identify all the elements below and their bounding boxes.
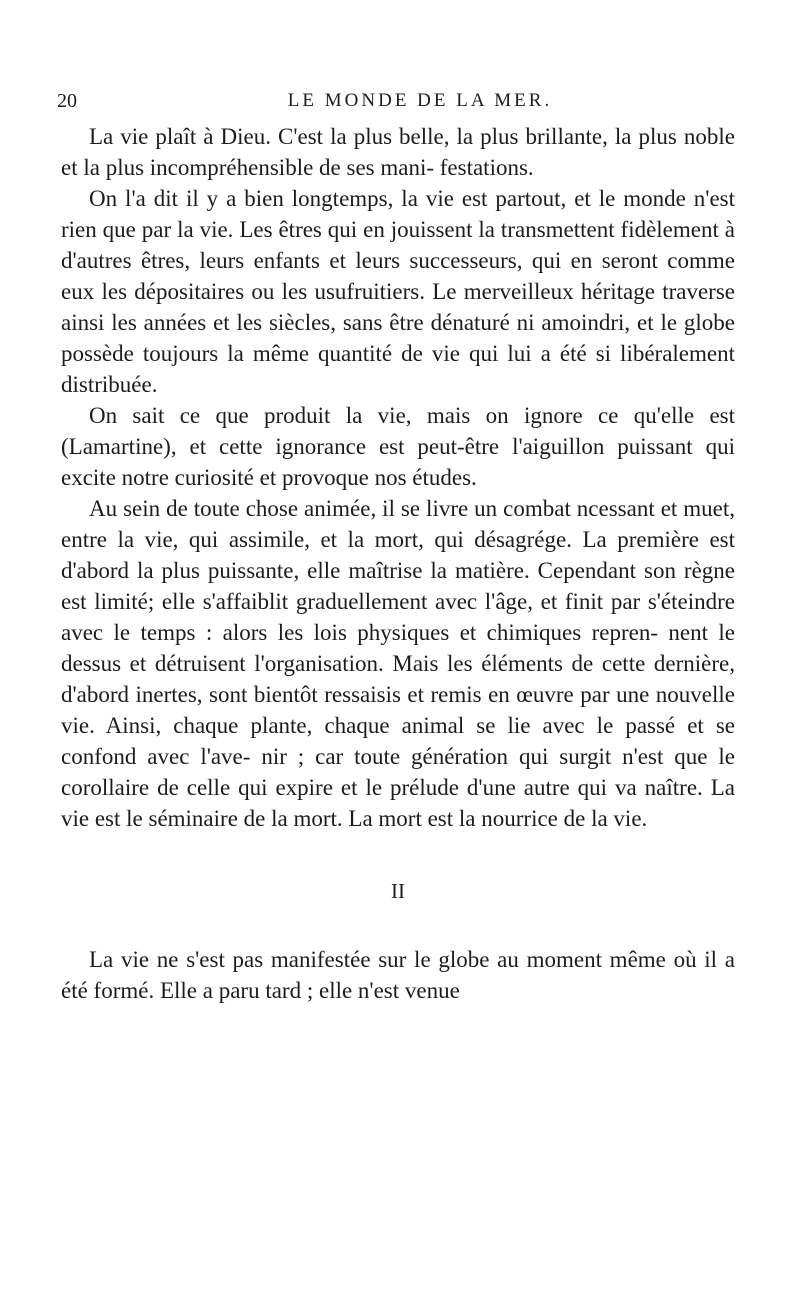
section-number: II: [391, 879, 405, 903]
paragraph: La vie ne s'est pas manifestée sur le globe au moment même où il a été formé. Elle a paru tard ; elle n'est venue: [61, 947, 735, 1003]
running-title: LE MONDE DE LA MER.: [287, 90, 553, 111]
page-number: 20: [57, 90, 77, 112]
body-text: [61, 121, 735, 1006]
paragraph: On sait ce que produit la vie, mais on ignore ce qu'elle est (Lamartine), et cette ignorance est peut-être l'aiguillon puissant qui excite notre curiosité et provoque nos études.: [61, 403, 735, 490]
paragraph: La vie plaît à Dieu. C'est la plus belle, la plus brillante, la plus noble et la plus incompréhensible de ses mani- festations.: [61, 124, 735, 180]
paragraph: Au sein de toute chose animée, il se livre un combat ncessant et muet, entre la vie, qui assimile, et la mort, qui désagrége. La première est d'abord la plus puissante, elle maîtrise la matière. Cependant son règne est limité; elle s'affaiblit graduellement avec l'âge, et finit par s'éteindre avec le temps : alors les lois physiques et chimiques repren- nent le dessus et détruisent l'organisation. Mais les éléments de cette dernière, d'abord inertes, sont bientôt ressaisis et remis en œuvre par une nouvelle vie. Ainsi, chaque plante, chaque animal se lie avec le passé et se confond avec l'ave- nir ; car toute génération qui surgit n'est que le corollaire de celle qui expire et le prélude d'une autre qui va naître. La vie est le séminaire de la mort. La mort est la nourrice de la vie.: [61, 496, 735, 831]
paragraph: On l'a dit il y a bien longtemps, la vie est partout, et le monde n'est rien que par la vie. Les êtres qui en jouissent la transmettent fidèlement à d'autres êtres, leurs enfants et leurs successeurs, qui en seront comme eux les dépositaires ou les usufruitiers. Le merveilleux héritage traverse ainsi les années et les siècles, sans être dénaturé ni amoindri, et le globe possède toujours la même quantité de vie qui lui a été si libéralement distribuée.: [61, 186, 735, 397]
page-header: [0, 90, 800, 120]
